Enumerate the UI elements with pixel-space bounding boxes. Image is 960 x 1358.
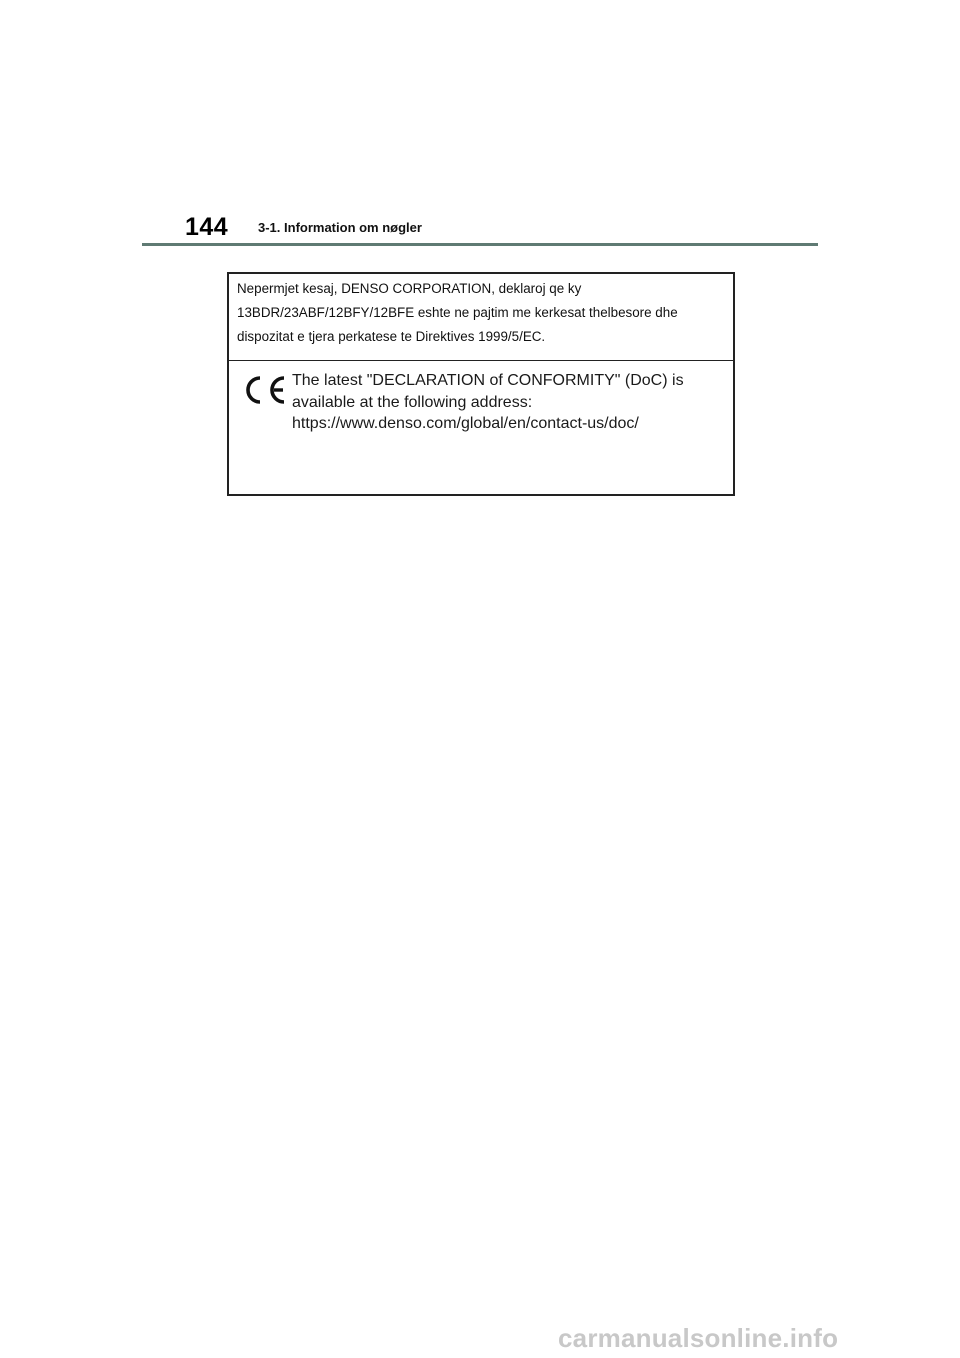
doc-line-1: The latest "DECLARATION of CONFORMITY" (DoC) is xyxy=(292,372,684,389)
doc-line-2: available at the following address: xyxy=(292,393,533,411)
declaration-albanian-text: Nepermjet kesaj, DENSO CORPORATION, deklaroj qe ky 13BDR/23ABF/12BFY/12BFE eshte ne pajtim me kerkesat thelbesore dhe dispozitat e tjera perkatese te Direktives 1999/5/EC. xyxy=(237,281,678,344)
page-number: 144 xyxy=(185,213,229,241)
declaration-albanian-section xyxy=(229,274,733,361)
site-watermark: carmanualsonline.info xyxy=(558,1323,839,1353)
declaration-doc-section xyxy=(229,361,733,494)
doc-availability-text xyxy=(292,370,728,435)
ce-mark-icon xyxy=(243,374,289,406)
section-title: 3-1. Information om nøgler xyxy=(258,220,422,235)
page-header xyxy=(0,0,960,250)
header-rule xyxy=(142,243,818,246)
doc-url-link[interactable]: https://www.denso.com/global/en/contact-us/doc/ xyxy=(292,415,639,432)
declaration-box xyxy=(227,272,735,496)
